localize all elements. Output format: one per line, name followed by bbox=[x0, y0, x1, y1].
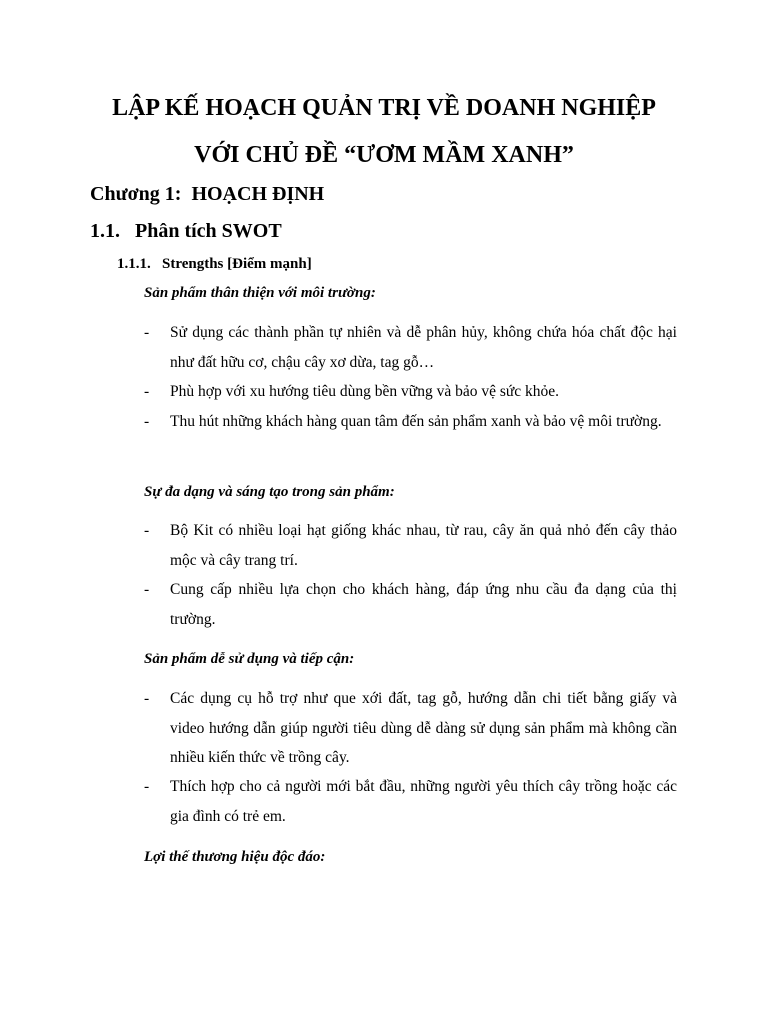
list-item bbox=[144, 318, 677, 377]
subsection-name: Strengths [Điểm mạnh] bbox=[162, 256, 312, 272]
section-number: 1.1. bbox=[90, 220, 120, 242]
list-item bbox=[144, 407, 677, 437]
list-item bbox=[144, 516, 677, 575]
subsection-number: 1.1.1. bbox=[117, 256, 151, 272]
bullet-dash: - bbox=[144, 778, 150, 795]
subsection-heading bbox=[117, 254, 312, 274]
list-item-text: Thu hút những khách hàng quan tâm đến sản phẩm xanh và bảo vệ môi trường. bbox=[170, 413, 662, 430]
section-heading bbox=[90, 218, 282, 244]
group-heading: Sản phẩm dễ sử dụng và tiếp cận: bbox=[144, 651, 355, 667]
document-title-line-2: VỚI CHỦ ĐỀ “ƯƠM MẦM XANH” bbox=[194, 142, 574, 168]
bullet-dash: - bbox=[144, 413, 150, 430]
list-item-text: Bộ Kit có nhiều loại hạt giống khác nhau, từ rau, cây ăn quả nhỏ đến cây thảo mộc và cây trang trí. bbox=[170, 522, 677, 569]
bullet-dash: - bbox=[144, 522, 150, 539]
chapter-heading bbox=[90, 181, 324, 207]
section-name: Phân tích SWOT bbox=[135, 220, 282, 242]
group-heading: Sự đa dạng và sáng tạo trong sản phẩm: bbox=[144, 484, 395, 500]
list-item bbox=[144, 575, 677, 634]
chapter-name: HOẠCH ĐỊNH bbox=[191, 183, 325, 205]
list-item-text: Cung cấp nhiều lựa chọn cho khách hàng, đáp ứng nhu cầu đa dạng của thị trường. bbox=[170, 581, 677, 628]
list-item-text: Phù hợp với xu hướng tiêu dùng bền vững và bảo vệ sức khỏe. bbox=[170, 383, 560, 400]
list-item-text: Thích hợp cho cả người mới bắt đầu, những người yêu thích cây trồng hoặc các gia đình có trẻ em. bbox=[170, 778, 677, 825]
chapter-label: Chương 1: bbox=[90, 183, 182, 205]
bullet-dash: - bbox=[144, 690, 150, 707]
group-heading: Lợi thế thương hiệu độc đáo: bbox=[144, 849, 326, 865]
bullet-dash: - bbox=[144, 324, 150, 341]
list-item-text: Sử dụng các thành phần tự nhiên và dễ phân hủy, không chứa hóa chất độc hại như đất hữu cơ, chậu cây xơ dừa, tag gỗ… bbox=[170, 324, 677, 371]
list-item bbox=[144, 772, 677, 831]
group-heading: Sản phẩm thân thiện với môi trường: bbox=[144, 285, 376, 301]
document-title-line-1: LẬP KẾ HOẠCH QUẢN TRỊ VỀ DOANH NGHIỆP bbox=[112, 95, 656, 121]
list-item bbox=[144, 377, 677, 407]
list-item bbox=[144, 684, 677, 773]
bullet-dash: - bbox=[144, 383, 150, 400]
list-item-text: Các dụng cụ hỗ trợ như que xới đất, tag gỗ, hướng dẫn chi tiết bằng giấy và video hướng dẫn giúp người tiêu dùng dễ dàng sử dụng sản phẩm mà không cần nhiều kiến thức về trồng cây. bbox=[170, 690, 677, 766]
bullet-dash: - bbox=[144, 581, 150, 598]
